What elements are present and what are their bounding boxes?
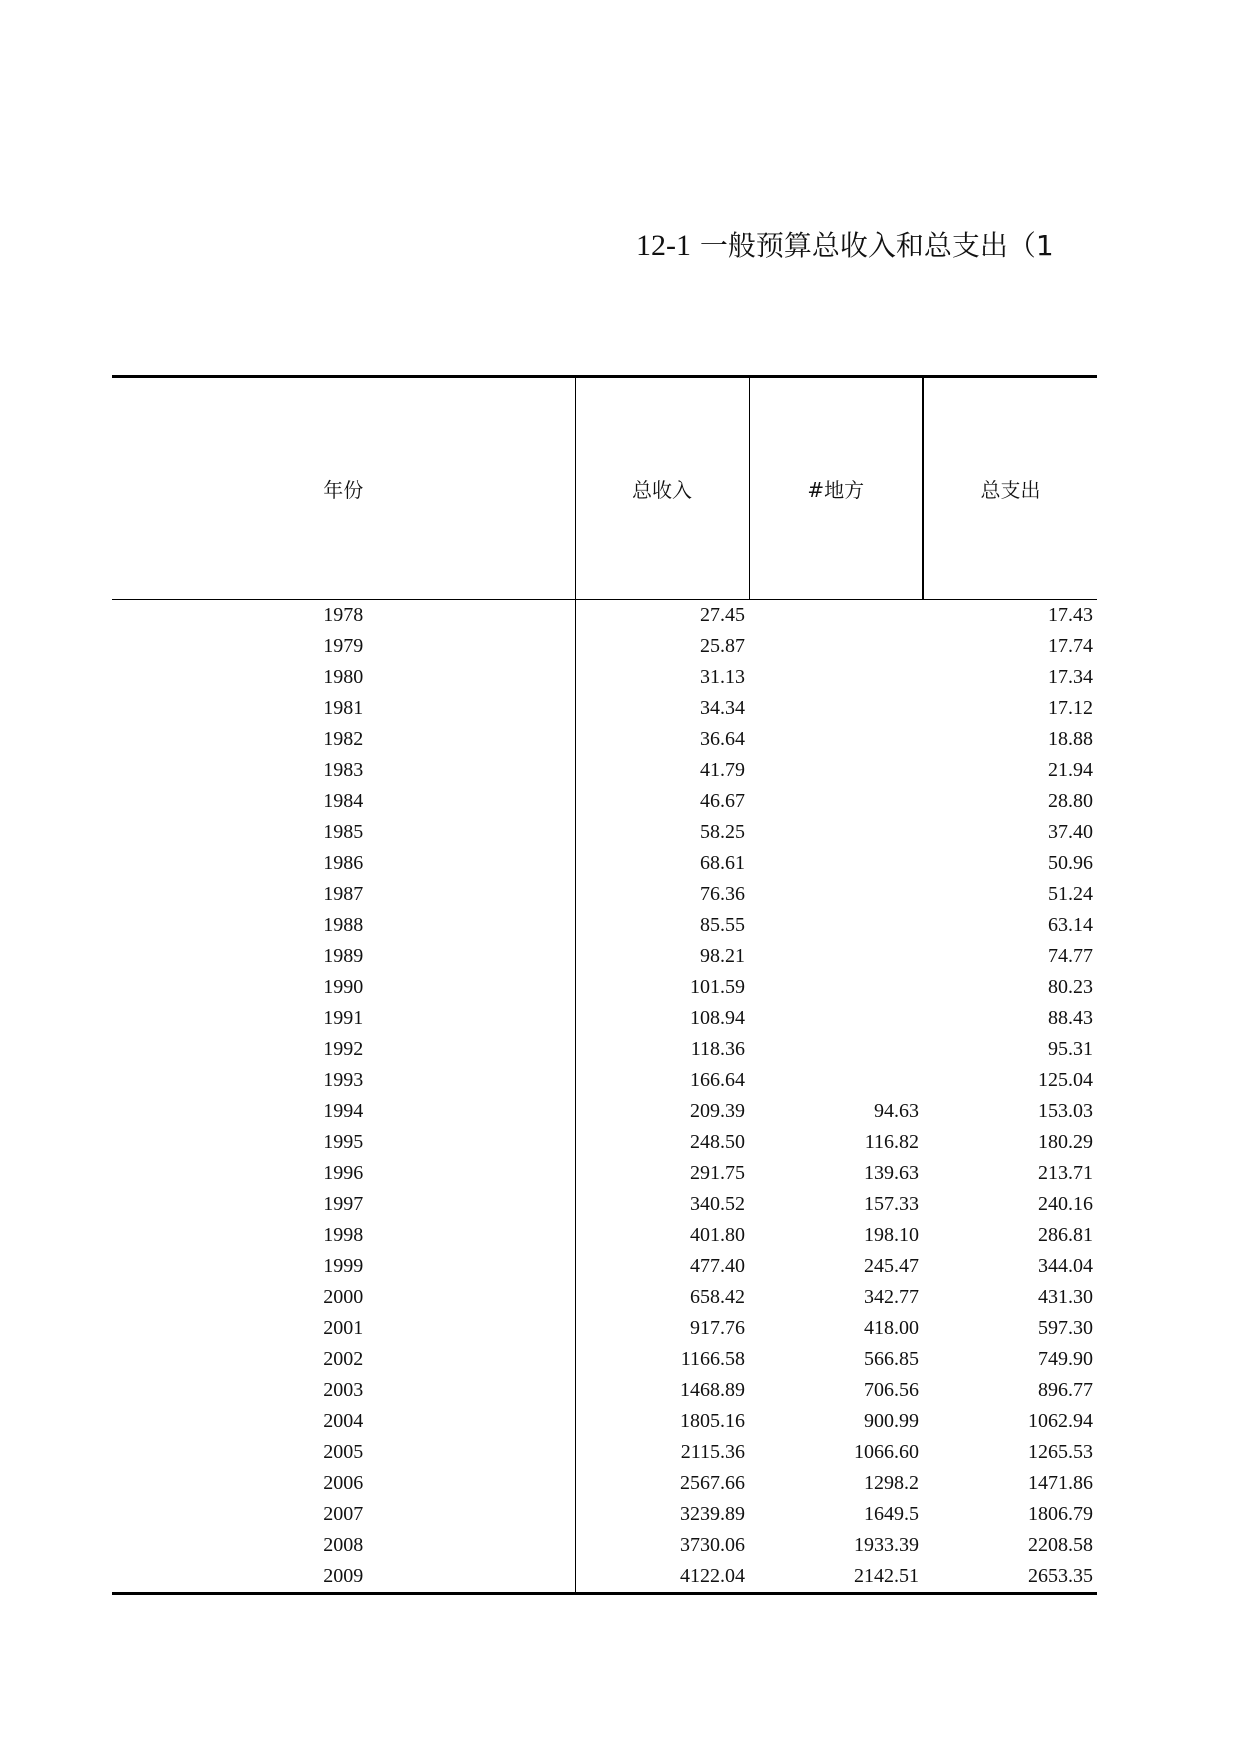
cell-total-revenue: 101.59 [575,972,749,1003]
cell-year: 2004 [323,1410,364,1432]
cell-year: 2000 [323,1286,364,1308]
cell-total-expenditure: 63.14 [1048,914,1093,936]
cell-total-expenditure: 125.04 [1038,1069,1093,1091]
table-row [112,1344,1097,1375]
cell-total-revenue: 108.94 [575,1003,749,1034]
table-row [112,1003,1097,1034]
cell-local: 116.82 [864,1131,919,1153]
cell-total-revenue: 41.79 [575,755,749,786]
header-total-revenue: 总收入 [575,377,749,600]
cell-local [749,848,923,879]
cell-year: 2009 [112,1561,575,1594]
cell-total-revenue: 34.34 [575,693,749,724]
cell-total-revenue: 1166.58 [575,1344,749,1375]
cell-local: 157.33 [864,1193,919,1215]
cell-total-revenue: 68.61 [575,848,749,879]
cell-year: 1998 [323,1224,364,1246]
table-row [112,786,1097,817]
cell-total-expenditure: 286.81 [1038,1224,1093,1246]
cell-year: 1986 [323,852,364,874]
cell-total-expenditure: 28.80 [1048,790,1093,812]
cell-year: 1994 [323,1100,364,1122]
cell-year: 2008 [323,1534,364,1556]
cell-year: 1996 [323,1162,364,1184]
cell-total-expenditure: 51.24 [1048,883,1093,905]
cell-local [749,1003,923,1034]
cell-year: 1989 [323,945,364,967]
cell-total-expenditure: 17.74 [1048,635,1093,657]
cell-local [749,662,923,693]
cell-year: 1983 [323,759,364,781]
cell-total-expenditure: 213.71 [1038,1162,1093,1184]
cell-local [749,1034,923,1065]
table-row [112,1189,1097,1220]
cell-total-expenditure: 749.90 [1038,1348,1093,1370]
cell-total-expenditure: 80.23 [1048,976,1093,998]
cell-year: 1979 [323,635,364,657]
cell-total-revenue: 1805.16 [575,1406,749,1437]
table-row [112,879,1097,910]
cell-year: 1980 [323,666,364,688]
cell-year: 1997 [323,1193,364,1215]
cell-total-expenditure: 74.77 [1048,945,1093,967]
table-row [112,693,1097,724]
cell-total-revenue: 209.39 [575,1096,749,1127]
cell-total-revenue: 36.64 [575,724,749,755]
cell-local [749,910,923,941]
cell-total-revenue: 166.64 [575,1065,749,1096]
cell-local [749,693,923,724]
cell-total-revenue: 2115.36 [575,1437,749,1468]
cell-total-expenditure: 344.04 [1038,1255,1093,1277]
cell-total-revenue: 85.55 [575,910,749,941]
cell-total-revenue: 25.87 [575,631,749,662]
page-title [636,222,1096,270]
cell-local [749,1065,923,1096]
cell-total-expenditure: 896.77 [1038,1379,1093,1401]
cell-year: 1982 [323,728,364,750]
table-row [112,1096,1097,1127]
cell-year: 1985 [323,821,364,843]
cell-year: 1992 [323,1038,364,1060]
cell-local [749,972,923,1003]
cell-local [749,817,923,848]
cell-local [749,755,923,786]
cell-total-expenditure: 95.31 [1048,1038,1093,1060]
cell-total-revenue: 98.21 [575,941,749,972]
table-row [112,972,1097,1003]
cell-local: 1298.2 [864,1472,919,1494]
table-number: 12-1 [636,229,691,262]
cell-total-revenue: 340.52 [575,1189,749,1220]
cell-local: 900.99 [864,1410,919,1432]
cell-year: 1987 [323,883,364,905]
table-row [112,755,1097,786]
cell-total-revenue: 3730.06 [575,1530,749,1561]
cell-total-revenue: 401.80 [575,1220,749,1251]
table-row [112,1220,1097,1251]
table-row [112,1406,1097,1437]
cell-total-expenditure: 17.43 [1048,604,1093,626]
cell-total-revenue: 118.36 [575,1034,749,1065]
table-row [112,1561,1097,1594]
table-row [112,631,1097,662]
table-row [112,1375,1097,1406]
cell-local: 1066.60 [854,1441,919,1463]
table-row [112,1313,1097,1344]
cell-total-expenditure: 240.16 [1038,1193,1093,1215]
cell-local: 342.77 [864,1286,919,1308]
cell-total-expenditure: 153.03 [1038,1100,1093,1122]
table-row [112,848,1097,879]
table-row [112,1034,1097,1065]
cell-local [749,600,923,632]
table-row [112,1468,1097,1499]
cell-year: 1995 [323,1131,364,1153]
cell-local [749,786,923,817]
table-row [112,600,1097,632]
cell-local: 1649.5 [864,1503,919,1525]
cell-year: 1999 [323,1255,364,1277]
table-row [112,1499,1097,1530]
cell-year: 2006 [323,1472,364,1494]
cell-total-revenue: 477.40 [575,1251,749,1282]
cell-total-expenditure: 17.34 [1048,666,1093,688]
cell-local [749,941,923,972]
cell-total-revenue: 76.36 [575,879,749,910]
table-title-text: 一般预算总收入和总支出（1 [699,229,1054,262]
cell-total-expenditure: 37.40 [1048,821,1093,843]
cell-total-expenditure: 1471.86 [1028,1472,1093,1494]
table-row [112,1437,1097,1468]
cell-total-revenue: 917.76 [575,1313,749,1344]
cell-total-revenue: 46.67 [575,786,749,817]
table-row [112,1282,1097,1313]
cell-local: 706.56 [864,1379,919,1401]
cell-year: 2002 [323,1348,364,1370]
cell-year: 2005 [323,1441,364,1463]
cell-total-revenue: 248.50 [575,1127,749,1158]
cell-local: 1933.39 [854,1534,919,1556]
cell-total-expenditure: 17.12 [1048,697,1093,719]
table-row [112,724,1097,755]
cell-total-revenue: 31.13 [575,662,749,693]
header-year: 年份 [112,377,575,600]
cell-total-expenditure: 431.30 [1038,1286,1093,1308]
cell-year: 1984 [323,790,364,812]
data-table-container [112,375,1097,1605]
cell-year: 2007 [323,1503,364,1525]
cell-total-revenue: 27.45 [575,600,749,632]
table-row [112,1158,1097,1189]
cell-total-expenditure: 2208.58 [1028,1534,1093,1556]
table-row [112,910,1097,941]
cell-year: 1988 [323,914,364,936]
cell-total-revenue: 658.42 [575,1282,749,1313]
cell-total-expenditure: 1265.53 [1028,1441,1093,1463]
cell-local: 2142.51 [749,1561,923,1594]
cell-local: 94.63 [874,1100,919,1122]
table-row [112,662,1097,693]
cell-total-expenditure: 21.94 [1048,759,1093,781]
table-row [112,941,1097,972]
table-row [112,817,1097,848]
header-local: #地方 [749,377,923,600]
cell-year: 2001 [323,1317,364,1339]
cell-total-revenue: 1468.89 [575,1375,749,1406]
cell-local [749,631,923,662]
table-header-row [112,377,1097,600]
cell-local [749,724,923,755]
cell-year: 1981 [323,697,364,719]
cell-local: 139.63 [864,1162,919,1184]
cell-year: 1993 [323,1069,364,1091]
cell-local: 245.47 [864,1255,919,1277]
table-row [112,1530,1097,1561]
cell-total-expenditure: 2653.35 [923,1561,1097,1594]
cell-total-revenue: 4122.04 [575,1561,749,1594]
cell-local [749,879,923,910]
cell-local: 418.00 [864,1317,919,1339]
cell-total-expenditure: 1806.79 [1028,1503,1093,1525]
cell-total-expenditure: 50.96 [1048,852,1093,874]
cell-total-revenue: 3239.89 [575,1499,749,1530]
cell-total-expenditure: 180.29 [1038,1131,1093,1153]
cell-total-revenue: 58.25 [575,817,749,848]
table-row [112,1065,1097,1096]
header-total-expenditure: 总支出 [923,377,1097,600]
cell-total-expenditure: 88.43 [1048,1007,1093,1029]
cell-year: 1978 [323,604,364,626]
cell-total-revenue: 291.75 [575,1158,749,1189]
cell-year: 1991 [323,1007,364,1029]
cell-total-revenue: 2567.66 [575,1468,749,1499]
cell-total-expenditure: 1062.94 [1028,1410,1093,1432]
cell-local: 198.10 [864,1224,919,1246]
cell-total-expenditure: 18.88 [1048,728,1093,750]
revenue-expenditure-table [112,375,1097,1595]
table-row [112,1251,1097,1282]
table-row [112,1127,1097,1158]
cell-year: 2003 [323,1379,364,1401]
table-body [112,600,1097,1594]
cell-local: 566.85 [864,1348,919,1370]
cell-total-expenditure: 597.30 [1038,1317,1093,1339]
cell-year: 1990 [323,976,364,998]
